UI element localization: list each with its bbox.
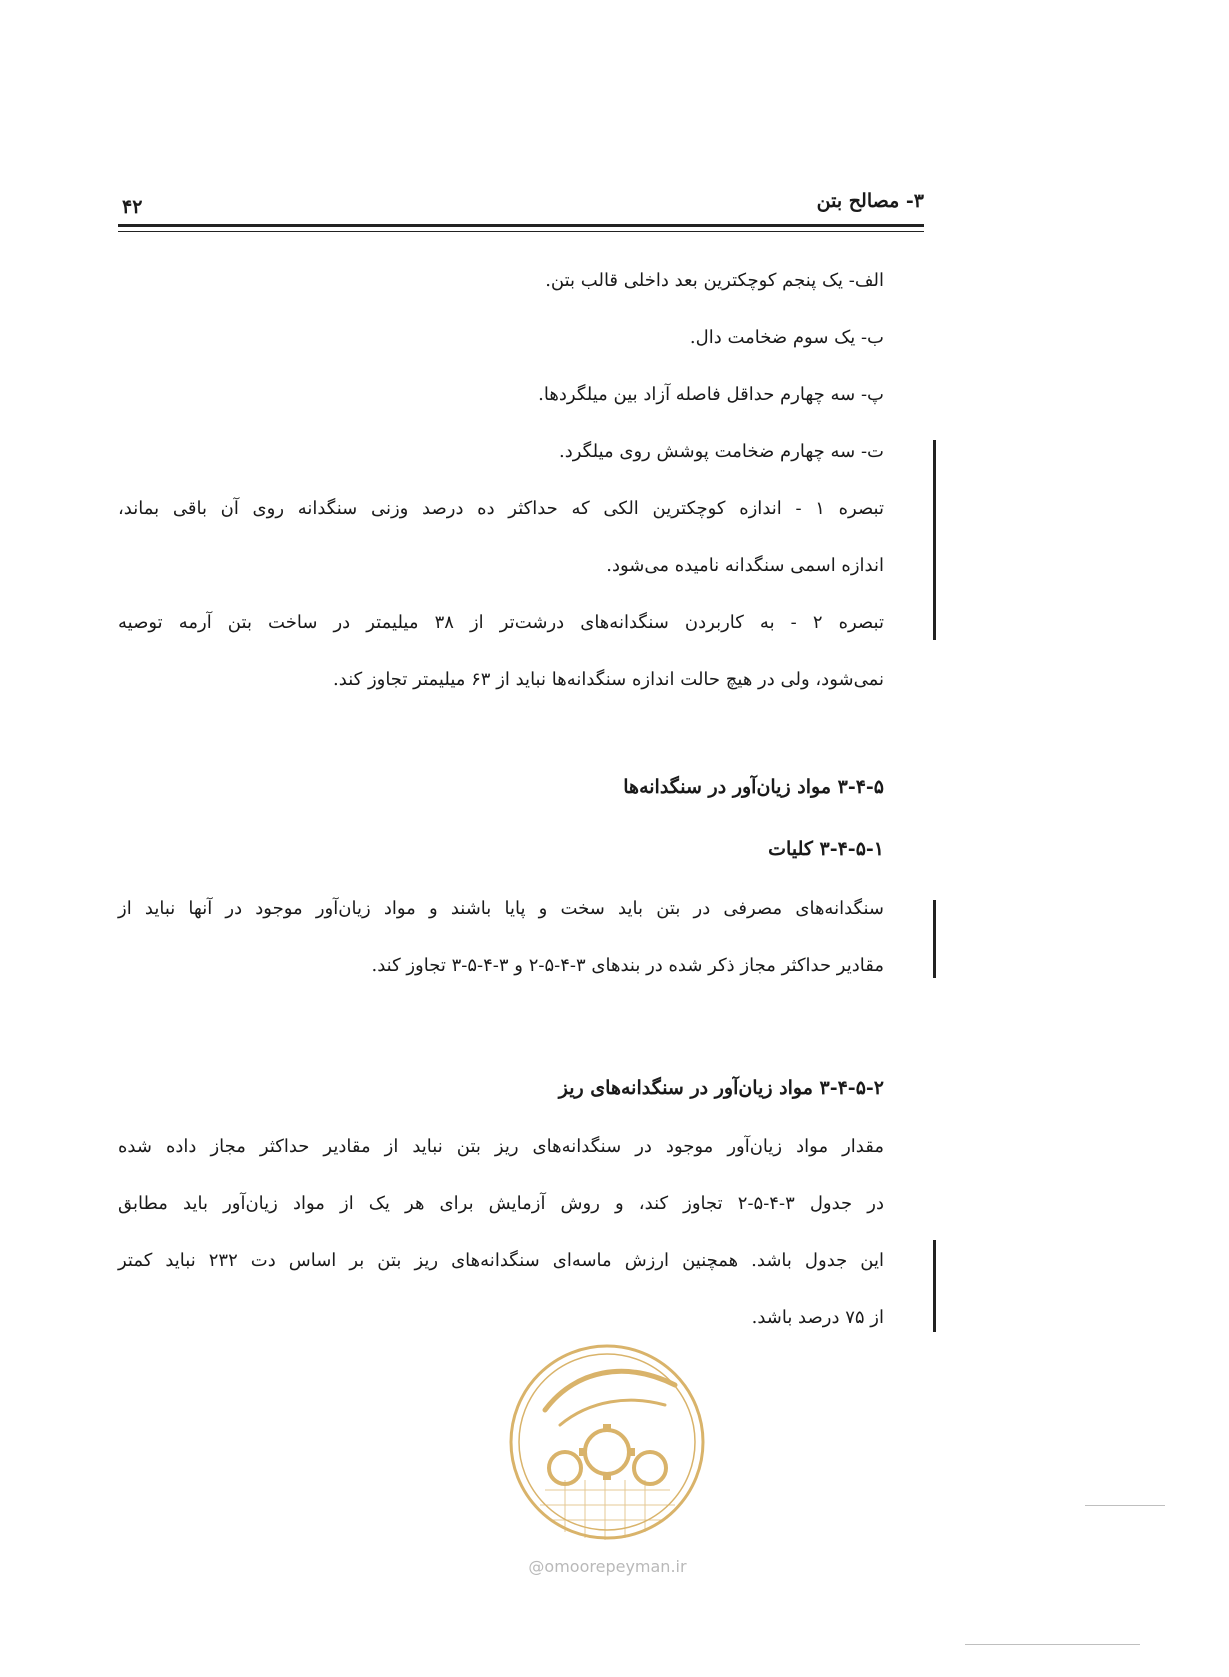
general-paragraph-line-2: مقادیر حداکثر مجاز ذکر شده در بندهای ۳-۴-۵-۲ و ۳-۴-۵-۳ تجاوز کند. bbox=[371, 955, 884, 976]
fine-paragraph-line-1: مقدار مواد زیان‌آور موجود در سنگدانه‌های ریز بتن نباید از مقادیر حداکثر مجاز داده شده bbox=[118, 1136, 884, 1157]
page-number: ۴۲ bbox=[122, 196, 143, 218]
item-alef: الف- یک پنجم کوچکترین بعد داخلی قالب بتن. bbox=[545, 270, 884, 291]
note-2-line-2: نمی‌شود، ولی در هیچ حالت اندازه سنگدانه‌ها نباید از ۶۳ میلیمتر تجاوز کند. bbox=[333, 669, 884, 690]
fine-paragraph-line-2: در جدول ۳-۴-۵-۲ تجاوز کند، و روش آزمایش برای هر یک از مواد زیان‌آور باید مطابق bbox=[118, 1193, 884, 1214]
header-rule-thin bbox=[118, 231, 924, 232]
note-1-line-2: اندازه اسمی سنگدانه نامیده می‌شود. bbox=[606, 555, 884, 576]
item-be: ب- یک سوم ضخامت دال. bbox=[689, 327, 884, 348]
note-2-line-1: تبصره ۲ - به کاربردن سنگدانه‌های درشت‌تر از ۳۸ میلیمتر در ساخت بتن آرمه توصیه bbox=[118, 612, 884, 633]
change-bar bbox=[933, 900, 936, 978]
section-heading: ۳-۴-۵ مواد زیان‌آور در سنگدانه‌ها bbox=[623, 776, 884, 798]
change-bar bbox=[933, 1240, 936, 1332]
subsection-heading-fine: ۳-۴-۵-۲ مواد زیان‌آور در سنگدانه‌های ریز bbox=[558, 1077, 884, 1099]
scan-speck bbox=[965, 1644, 1140, 1645]
fine-paragraph-line-3: این جدول باشد. همچنین ارزش ماسه‌ای سنگدانه‌های ریز بتن بر اساس دت ۲۳۲ نباید کمتر bbox=[118, 1250, 885, 1271]
subsection-heading-general: ۳-۴-۵-۱ کلیات bbox=[768, 838, 884, 860]
item-pe: پ- سه چهارم حداقل فاصله آزاد بین میلگردها. bbox=[538, 384, 884, 405]
general-paragraph-line-1: سنگدانه‌های مصرفی در بتن باید سخت و پایا باشند و مواد زیان‌آور موجود در آنها نباید از bbox=[118, 898, 884, 919]
header-rule-thick bbox=[118, 224, 924, 227]
scan-speck bbox=[1085, 1505, 1165, 1506]
watermark-url: @omoorepeyman.ir bbox=[528, 1557, 687, 1576]
chapter-title: ۳- مصالح بتن bbox=[816, 190, 924, 212]
fine-paragraph-line-4: از ۷۵ درصد باشد. bbox=[751, 1307, 884, 1328]
item-te: ت- سه چهارم ضخامت پوشش روی میلگرد. bbox=[559, 441, 884, 462]
change-bar bbox=[933, 440, 936, 640]
watermark-logo bbox=[505, 1340, 710, 1545]
note-1-line-1: تبصره ۱ - اندازه کوچکترین الکی که حداکثر ده درصد وزنی سنگدانه روی آن باقی بماند، bbox=[118, 498, 885, 519]
